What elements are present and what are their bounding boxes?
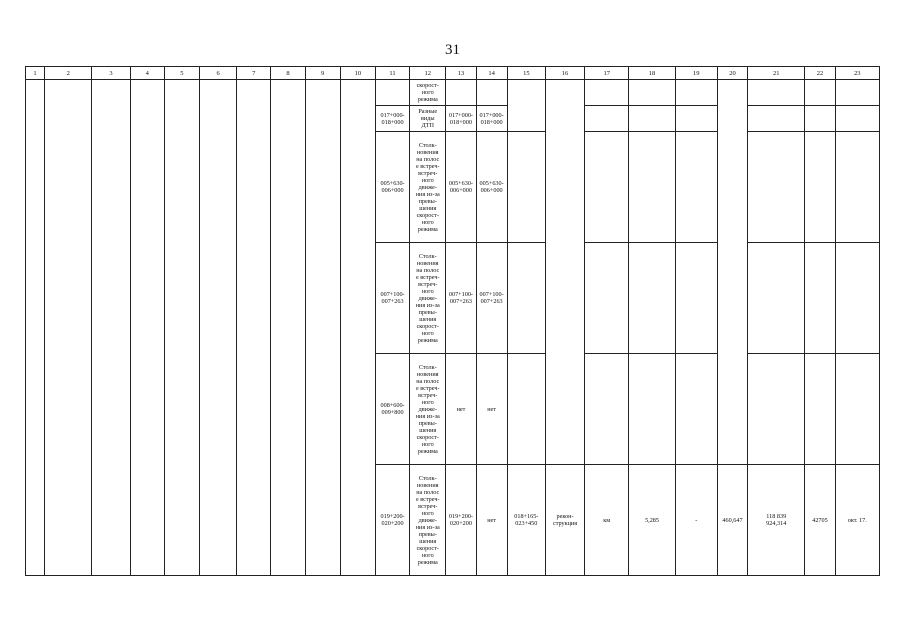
- cell-col23: [835, 106, 879, 132]
- cell-col13: нет: [446, 354, 476, 465]
- cell-col18: [629, 80, 675, 106]
- cell-col12: Разные виды ДТП: [410, 106, 446, 132]
- cell-col17: [585, 80, 629, 106]
- cell-col21: 118 839 924,314: [748, 465, 805, 576]
- cell-col23: [835, 132, 879, 243]
- cell-col19: [675, 354, 717, 465]
- cell-col19: [675, 243, 717, 354]
- header-cell-8: 8: [271, 67, 305, 80]
- cell-col14: 017+000- 018+000: [476, 106, 507, 132]
- header-row: [26, 67, 880, 80]
- header-cell-22: 22: [805, 67, 835, 80]
- cell-col11: 007+100- 007+263: [375, 243, 409, 354]
- header-cell-5: 5: [164, 67, 199, 80]
- cell-col13: 005+630- 006+000: [446, 132, 476, 243]
- cell-col9: [305, 80, 340, 576]
- header-cell-23: 23: [835, 67, 879, 80]
- cell-col14: нет: [476, 465, 507, 576]
- cell-col22: [805, 80, 835, 106]
- cell-col18: [629, 354, 675, 465]
- cell-col22: [805, 132, 835, 243]
- cell-col12: Столк- новения на полос е встреч- встреч- ного движе- ния из-за превы- шения скорост- ного режима: [410, 354, 446, 465]
- cell-col8: [271, 80, 305, 576]
- cell-col12: Столк- новения на полос е встреч- встреч- ного движе- ния из-за превы- шения скорост- ного режима: [410, 465, 446, 576]
- cell-col22: 42705: [805, 465, 835, 576]
- cell-col17: [585, 243, 629, 354]
- cell-col7: [237, 80, 271, 576]
- cell-col15: [507, 80, 545, 132]
- data-table: [25, 66, 880, 576]
- cell-col19: [675, 106, 717, 132]
- header-cell-9: 9: [305, 67, 340, 80]
- cell-col21: [748, 132, 805, 243]
- cell-col19: [675, 80, 717, 106]
- cell-col17: км: [585, 465, 629, 576]
- cell-col22: [805, 243, 835, 354]
- cell-col3: [92, 80, 130, 576]
- cell-col15: [507, 132, 545, 243]
- cell-col14: нет: [476, 354, 507, 465]
- cell-col17: [585, 354, 629, 465]
- cell-col22: [805, 354, 835, 465]
- cell-col11: 019+200- 020+200: [375, 465, 409, 576]
- cell-col13: 019+200- 020+200: [446, 465, 476, 576]
- header-cell-10: 10: [340, 67, 375, 80]
- cell-col13: [446, 80, 476, 106]
- header-cell-16: 16: [545, 67, 584, 80]
- cell-col20: [717, 80, 747, 465]
- cell-col5: [164, 80, 199, 576]
- cell-col18: [629, 243, 675, 354]
- cell-col21: [748, 106, 805, 132]
- cell-col19: [675, 132, 717, 243]
- cell-col11: [375, 80, 409, 106]
- header-cell-3: 3: [92, 67, 130, 80]
- header-cell-1: 1: [26, 67, 45, 80]
- cell-col11: 008+600- 009+800: [375, 354, 409, 465]
- cell-col21: [748, 80, 805, 106]
- cell-col13: 017+000- 018+000: [446, 106, 476, 132]
- cell-col4: [130, 80, 164, 576]
- cell-col20: 460,647: [717, 465, 747, 576]
- cell-col18: [629, 132, 675, 243]
- cell-col19: -: [675, 465, 717, 576]
- cell-col15: [507, 243, 545, 354]
- cell-col17: [585, 132, 629, 243]
- cell-col16: [545, 80, 584, 465]
- cell-col14: 007+100- 007+263: [476, 243, 507, 354]
- cell-col17: [585, 106, 629, 132]
- cell-col12: скорост- ного режима: [410, 80, 446, 106]
- cell-col2: [45, 80, 92, 576]
- cell-col23: [835, 354, 879, 465]
- cell-col21: [748, 354, 805, 465]
- header-cell-13: 13: [446, 67, 476, 80]
- cell-col18: 5,285: [629, 465, 675, 576]
- cell-col15: [507, 354, 545, 465]
- cell-col13: 007+100- 007+263: [446, 243, 476, 354]
- header-cell-17: 17: [585, 67, 629, 80]
- header-cell-11: 11: [375, 67, 409, 80]
- cell-col14: [476, 80, 507, 106]
- header-cell-12: 12: [410, 67, 446, 80]
- cell-col12: Столк- новения на полос е встреч- встреч- ного движе- ния из-за превы- шения скорост- ного режима: [410, 132, 446, 243]
- cell-col16: рекон- струкция: [545, 465, 584, 576]
- header-cell-19: 19: [675, 67, 717, 80]
- cell-col12: Столк- новения на полос е встреч- встреч- ного движе- ния из-за превы- шения скорост- ного режима: [410, 243, 446, 354]
- header-cell-2: 2: [45, 67, 92, 80]
- cell-col18: [629, 106, 675, 132]
- cell-col23: [835, 243, 879, 354]
- cell-col22: [805, 106, 835, 132]
- cell-col6: [199, 80, 236, 576]
- table-row: [26, 80, 880, 106]
- header-cell-4: 4: [130, 67, 164, 80]
- cell-col23: [835, 80, 879, 106]
- cell-col11: 017+000- 018+000: [375, 106, 409, 132]
- header-cell-7: 7: [237, 67, 271, 80]
- header-cell-21: 21: [748, 67, 805, 80]
- cell-col1: [26, 80, 45, 576]
- header-cell-15: 15: [507, 67, 545, 80]
- page-number: 31: [445, 42, 460, 58]
- cell-col23: окт. 17.: [835, 465, 879, 576]
- cell-col15: 018+165- 023+450: [507, 465, 545, 576]
- cell-col14: 005+630- 006+000: [476, 132, 507, 243]
- header-cell-6: 6: [199, 67, 236, 80]
- cell-col11: 005+630- 006+000: [375, 132, 409, 243]
- cell-col10: [340, 80, 375, 576]
- header-cell-18: 18: [629, 67, 675, 80]
- header-cell-20: 20: [717, 67, 747, 80]
- cell-col21: [748, 243, 805, 354]
- header-cell-14: 14: [476, 67, 507, 80]
